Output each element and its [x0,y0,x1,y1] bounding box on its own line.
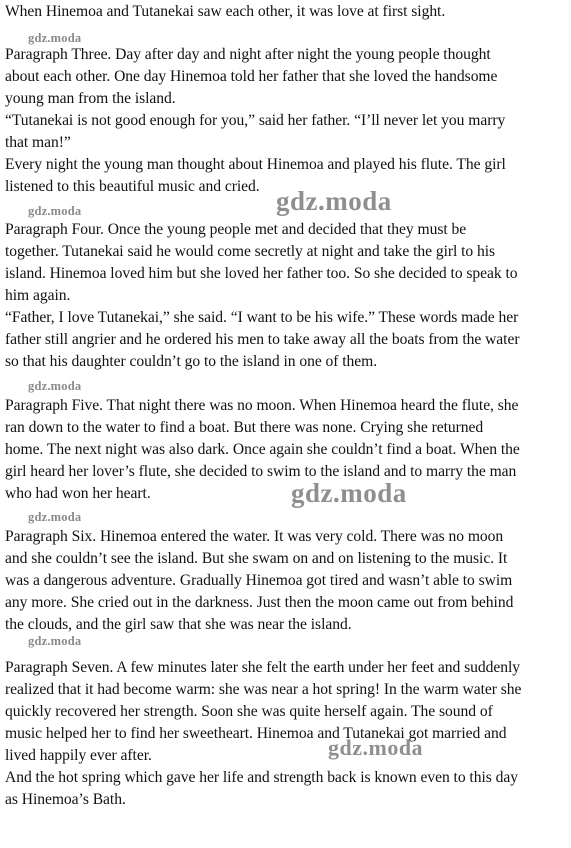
text-line: and she couldn’t see the island. But she swam on and on listening to the music. It [5,550,508,567]
text-line: Paragraph Four. Once the young people met and decided that they must be [5,221,467,238]
text-line: any more. She cried out in the darkness. Just then the moon came out from behind [5,594,514,611]
text-line: Every night the young man thought about Hinemoa and played his flute. The girl [5,156,506,173]
text-line: who had won her heart. [5,485,151,502]
text-line: quickly recovered her strength. Soon she was quite herself again. The sound of [5,703,493,720]
watermark-small: gdz.moda [28,634,82,648]
text-line: that man!” [5,134,71,151]
text-line: young man from the island. [5,90,176,107]
text-line: Paragraph Five. That night there was no moon. When Hinemoa heard the flute, she [5,397,519,414]
text-line: ran down to the water to find a boat. But there was none. Crying she returned [5,419,484,436]
text-line: Paragraph Six. Hinemoa entered the water. It was very cold. There was no moon [5,528,504,545]
watermark-small: gdz.moda [28,204,82,218]
text-line: so that his daughter couldn’t go to the island in one of them. [5,353,378,370]
watermark-large: gdz.moda [276,186,392,216]
watermark-large: gdz.moda [328,735,424,760]
text-line: When Hinemoa and Tutanekai saw each other, it was love at first sight. [5,3,446,20]
text-line: And the hot spring which gave her life and strength back is known even to this day [5,769,518,786]
text-line: was a dangerous adventure. Gradually Hinemoa got tired and wasn’t able to swim [5,572,513,589]
text-line: about each other. One day Hinemoa told her father that she loved the handsome [5,68,498,85]
watermark-small: gdz.moda [28,31,82,45]
text-line: lived happily ever after. [5,747,152,764]
text-line: Paragraph Seven. A few minutes later she felt the earth under her feet and suddenly [5,659,521,676]
watermark-small: gdz.moda [28,379,82,393]
watermark-large: gdz.moda [291,478,407,508]
text-line: music helped her to find her sweetheart. Hinemoa and Tutanekai got married and [5,725,507,742]
text-line: the clouds, and the girl saw that she was near the island. [5,616,352,633]
text-line: him again. [5,287,71,304]
text-line: Paragraph Three. Day after day and night after night the young people thought [5,46,491,63]
text-line: as Hinemoa’s Bath. [5,791,126,808]
text-line: “Tutanekai is not good enough for you,” said her father. “I’ll never let you marry [5,112,506,129]
text-line: listened to this beautiful music and cried. [5,178,260,195]
text-line: home. The next night was also dark. Once again she couldn’t find a boat. When the [5,441,520,458]
text-line: island. Hinemoa loved him but she loved her father too. So she decided to speak to [5,265,518,282]
text-line: father still angrier and he ordered his men to take away all the boats from the water [5,331,520,348]
text-line: girl heard her lover’s flute, she decided to swim to the island and to marry the man [5,463,517,480]
text-line: realized that it had become warm: she was near a hot spring! In the warm water she [5,681,522,698]
text-line: together. Tutanekai said he would come secretly at night and take the girl to his [5,243,496,260]
text-line: “Father, I love Tutanekai,” she said. “I want to be his wife.” These words made her [5,309,519,326]
watermark-small: gdz.moda [28,510,82,524]
